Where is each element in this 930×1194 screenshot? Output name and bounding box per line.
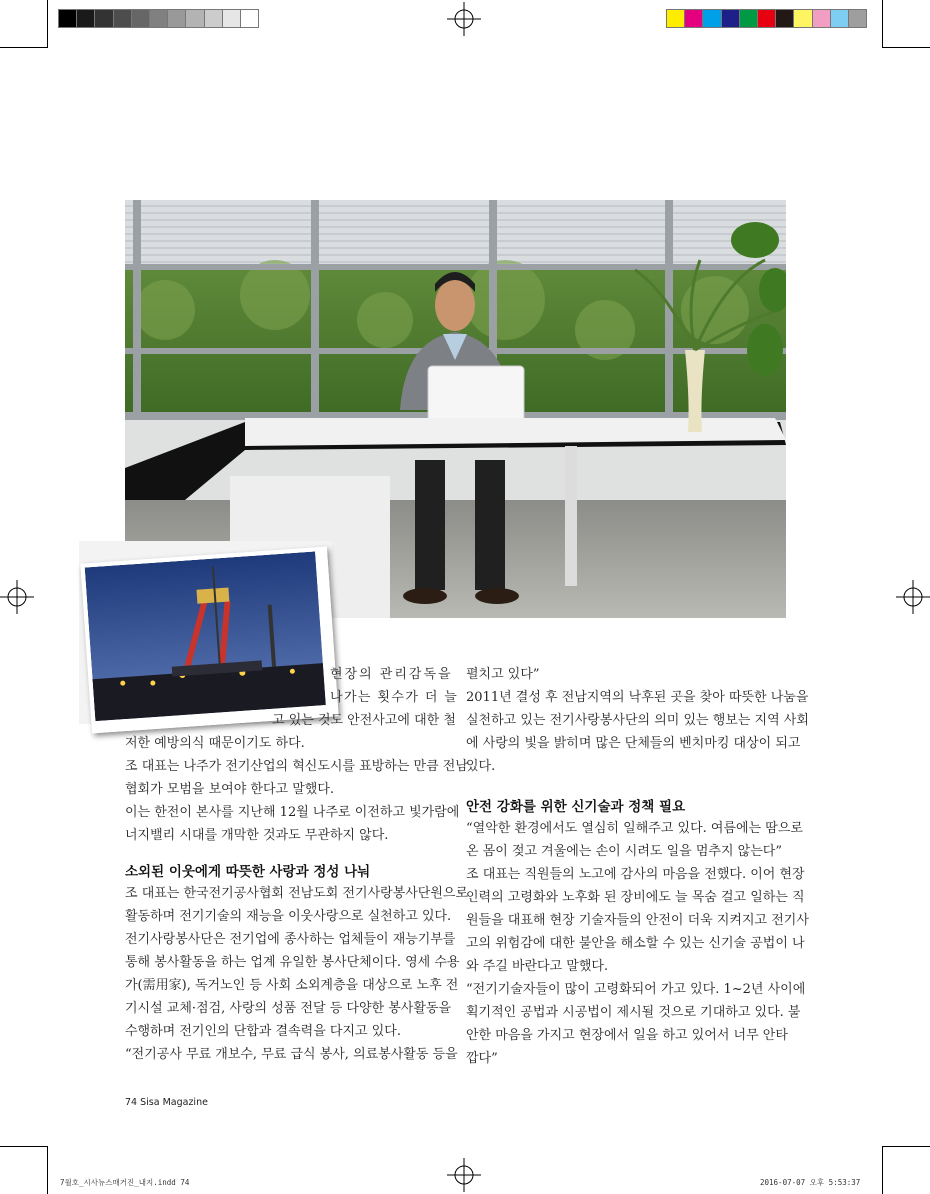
body-line: 안한 마음을 가지고 현장에서 일을 하고 있어서 너무 안타 — [466, 1028, 788, 1043]
page-folio: 74 Sisa Magazine — [125, 1097, 208, 1108]
color-swatch — [848, 9, 867, 28]
color-swatch — [149, 9, 168, 28]
body-line: 2011년 결성 후 전남지역의 낙후된 곳을 찾아 따뜻한 나눔을 — [466, 690, 809, 705]
body-line: 획기적인 공법과 시공법이 제시될 것으로 기대하고 있다. 불 — [466, 1005, 801, 1020]
color-swatch — [113, 9, 132, 28]
body-line: 저한 예방의식 때문이기도 하다. — [125, 736, 305, 751]
section-heading: 안전 강화를 위한 신기술과 정책 필요 — [466, 799, 686, 815]
body-line: 조 대표는 직원들의 노고에 감사의 마음을 전했다. 이어 현장 — [466, 867, 805, 882]
slug-timestamp: 2016-07-07 오후 5:53:37 — [760, 1178, 861, 1187]
color-swatch — [830, 9, 849, 28]
body-line: “전기기술자들이 많이 고령화되어 가고 있다. 1~2년 사이에 — [466, 982, 806, 997]
registration-mark-icon — [896, 580, 930, 614]
color-swatch — [94, 9, 113, 28]
body-line: 이는 한전이 본사를 지난해 12월 나주로 이전하고 빛가람에 — [125, 805, 460, 820]
color-swatch — [702, 9, 721, 28]
registration-mark-icon — [0, 580, 34, 614]
body-line: 원들을 대표해 현장 기술자들의 안전이 더욱 지켜지고 전기사 — [466, 913, 809, 928]
body-line: 고의 위험감에 대한 불안을 해소할 수 있는 신기술 공법이 나 — [466, 936, 805, 951]
crop-mark — [47, 0, 48, 48]
body-line: 협회가 모범을 보여야 한다고 말했다. — [125, 782, 335, 797]
color-swatch-strip — [666, 9, 866, 28]
wrap-line: 나가는 횟수가 더 늘 — [330, 690, 459, 705]
color-swatch — [739, 9, 758, 28]
body-line: 너지밸리 시대를 개막한 것과도 무관하지 않다. — [125, 828, 389, 843]
body-line: 있다. — [466, 759, 496, 774]
body-line: “전기공사 무료 개보수, 무료 급식 봉사, 의료봉사활동 등을 — [125, 1047, 458, 1062]
body-line: “열악한 환경에서도 열심히 일해주고 있다. 여름에는 땀으로 — [466, 821, 803, 836]
color-swatch — [666, 9, 685, 28]
body-line: 펼치고 있다” — [466, 667, 540, 682]
color-swatch — [240, 9, 259, 28]
body-line: 에 사랑의 빛을 밝히며 많은 단체들의 벤치마킹 대상이 되고 — [466, 736, 801, 751]
body-line: 기시설 교체·점검, 사랑의 성품 전달 등 다양한 봉사활동을 — [125, 1001, 452, 1016]
body-line: 깝다” — [466, 1051, 498, 1066]
body-line: 인력의 고령화와 노후화 된 장비에도 늘 목숨 걸고 일하는 직 — [466, 890, 805, 905]
color-swatch — [58, 9, 77, 28]
color-swatch — [757, 9, 776, 28]
wrap-line: 현장의 관리감독을 — [330, 667, 453, 682]
color-swatch — [812, 9, 831, 28]
slug-filename: 7월호_시사뉴스매거진_내지.indd 74 — [60, 1178, 190, 1187]
section-heading: 소외된 이웃에게 따뜻한 사랑과 정성 나눠 — [125, 864, 371, 880]
color-swatch — [76, 9, 95, 28]
body-line: 온 몸이 젖고 겨울에는 손이 시려도 일을 멈추지 않는다” — [466, 844, 782, 859]
photo-crane-trucks-night-icon — [85, 551, 326, 721]
color-swatch — [185, 9, 204, 28]
crop-mark — [882, 1146, 930, 1147]
color-swatch — [167, 9, 186, 28]
crop-mark — [0, 1146, 48, 1147]
crop-mark — [0, 47, 48, 48]
body-line: 가(需用家), 독거노인 등 사회 소외계층을 대상으로 노후 전 — [125, 978, 459, 993]
color-swatch — [775, 9, 794, 28]
registration-mark-icon — [447, 1158, 481, 1192]
wrap-line: 고 있는 것도 안전사고에 대한 철 — [272, 713, 456, 728]
body-line: 전기사랑봉사단은 전기업에 종사하는 업체들이 재능기부를 — [125, 932, 456, 947]
color-swatch — [131, 9, 150, 28]
color-swatch — [793, 9, 812, 28]
color-swatch — [204, 9, 223, 28]
body-line: 와 주길 바란다고 말했다. — [466, 959, 609, 974]
color-swatch — [721, 9, 740, 28]
crop-mark — [882, 1146, 883, 1194]
body-line: 활동하며 전기기술의 재능을 이웃사랑으로 실천하고 있다. — [125, 909, 452, 924]
body-line: 조 대표는 한국전기공사협회 전남도회 전기사랑봉사단원으로 — [125, 886, 469, 901]
body-line: 조 대표는 나주가 전기산업의 혁신도시를 표방하는 만큼 전남 — [125, 759, 468, 774]
inset-photo — [80, 547, 338, 734]
crop-mark — [882, 47, 930, 48]
crop-mark — [882, 0, 883, 48]
body-line: 수행하며 전기인의 단합과 결속력을 다지고 있다. — [125, 1024, 401, 1039]
body-line: 실천하고 있는 전기사랑봉사단의 의미 있는 행보는 지역 사회 — [466, 713, 809, 728]
gray-swatch-strip — [58, 9, 258, 28]
crop-mark — [47, 1146, 48, 1194]
color-swatch — [684, 9, 703, 28]
registration-mark-icon — [447, 2, 481, 36]
color-swatch — [222, 9, 241, 28]
body-line: 통해 봉사활동을 하는 업계 유일한 봉사단체이다. 영세 수용 — [125, 955, 460, 970]
